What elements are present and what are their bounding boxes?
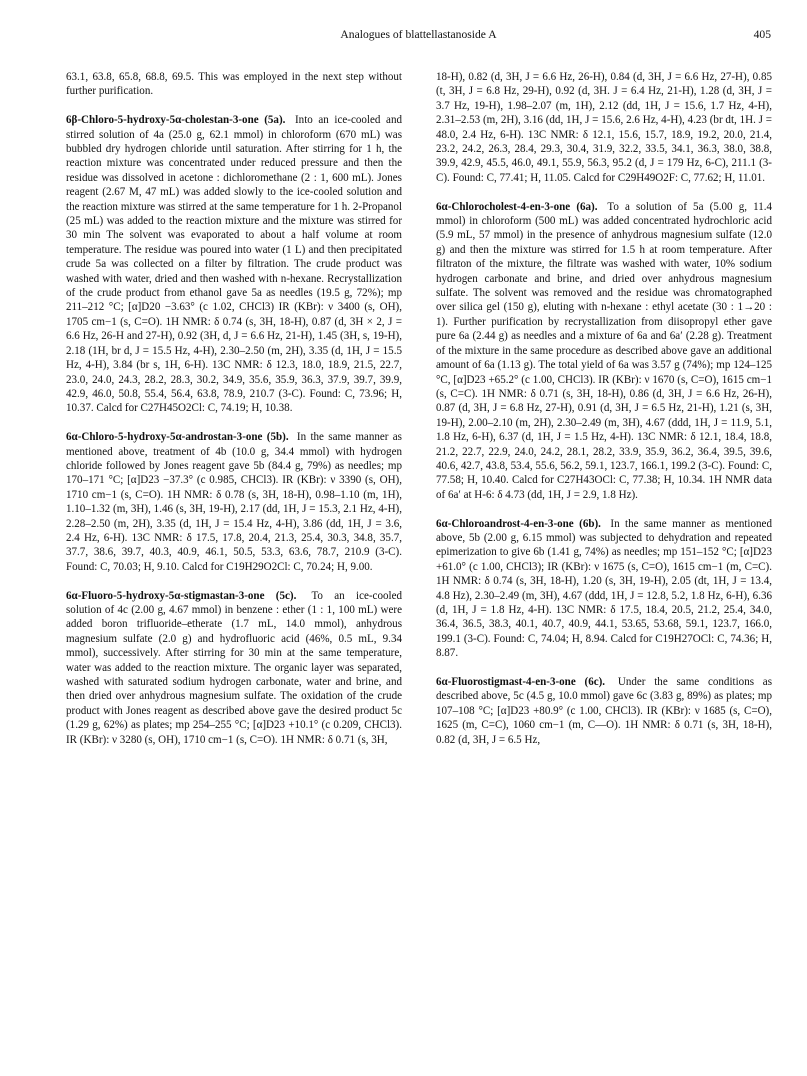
paragraph-text: In the same manner as mentioned above, treatment of 4b (10.0 g, 34.4 mmol) with hydrogen chloride followed by Jones reagent gave 5b (84.4 g, 79%) as needles; mp 170–171 °C; [α]D23 −37.3° (c 0.985, CHCl3). IR (KBr): ν 3390 (s, OH), 1710 cm−1 (s, C=O). 1H NMR: δ 0.78 (s, 3H, 18-H), 0.98–1.10 (m, 1H), 1.10–1.32 (m, 3H), 1.46 (s, 3H, 19-H), 2.17 (dd, 1H, J = 15.3, 2.1 Hz, 4-H), 2.28–2.50 (m, 2H), 3.35 (d, 1H, J = 15.4 Hz, 4-H), 3.86 (dd, 1H, J = 3.6, 2.4 Hz, 6-H). 13C NMR: δ 17.5, 17.8, 20.4, 21.3, 25.4, 30.3, 34.8, 35.7, 37.7, 38.6, 39.7, 40.3, 40.9, 46.1, 50.5, 53.3, 63.6, 78.7, 210.9 (3-C). Found: C, 70.03; H, 9.10. Calcd for C19H29O2Cl: C, 70.24; H, 9.00. xyxy=(66,431,402,573)
compound-heading: 6α-Chloro-5-hydroxy-5α-androstan-3-one (5b). xyxy=(66,431,289,444)
running-title: Analogues of blattellastanoside A xyxy=(340,28,497,41)
page-number: 405 xyxy=(753,28,771,41)
paragraph-text: Into an ice-cooled and stirred solution of 4a (25.0 g, 62.1 mmol) in chloroform (670 mL) was bubbled dry hydrogen chloride until saturation. After stirring for 1 h, the reaction mixture was concentrated under reduced pressure and then the residue was dissolved in acetone : dichloromethane (2 : 1, 600 mL). Jones reagent (2.67 M, 47 mL) was added slowly to the ice-cooled solution and the reaction mixture was stirred at the same temperature for 1 h. 2-Propanol (25 mL) was added to the reaction mixture and the mixture was stirred for 30 min The solvent was evaporated to about a half volume at room temperature. The residue was poured into water (1 L) and then precipitated crude 5a was collected on a filter by filtration. The crude product was washed with water, dried and then washed with n-hexane. Recrystallization of the crude product from ethanol gave 5a as needles (19.5 g, 72%); mp 211–212 °C; [α]D20 −3.63° (c 1.02, CHCl3) IR (KBr): ν 3400 (s, OH), 1705 cm−1 (s, C=O). 1H NMR: δ 0.74 (s, 3H, 18-H), 0.87 (d, 3H × 2, J = 6.6 Hz, 26-H and 27-H), 0.92 (3H, d, J = 6.6 Hz, 21-H), 1.45 (3H, s, 19-H), 2.18 (1H, br d, J = 15.5 Hz, 4-H), 2.30–2.50 (m, 2H), 3.35 (d, 1H, J = 15.5 Hz, 4-H), 3.84 (br s, 1H, 6-H). 13C NMR: δ 12.3, 18.0, 18.9, 21.5, 22.7, 23.0, 24.0, 24.3, 28.2, 28.3, 30.2, 34.9, 35.6, 35.9, 36.3, 37.9, 39.7, 39.9, 42.9, 46.0, 50.8, 55.4, 56.4, 63.8, 78.9, 210.7 (3-C). Found: C, 73.96; H, 10.37. Calcd for C27H45O2Cl: C, 74.19; H, 10.38. xyxy=(66,114,402,415)
page-header xyxy=(66,28,771,44)
compound-heading: 6α-Fluoro-5-hydroxy-5α-stigmastan-3-one (5c). xyxy=(66,589,297,602)
paragraph xyxy=(66,113,402,416)
paragraph-text: Under the same conditions as described above, 5c (4.5 g, 10.0 mmol) gave 6c (3.83 g, 89%) as plates; mp 107–108 °C; [α]D23 +80.9° (c 1.00, CHCl3). IR (KBr): ν 1685 (s, C=O), 1625 (m, C=C), 1060 cm−1 (m, C—O). 1H NMR: δ 0.71 (s, 3H, 18-H), 0.82 (d, 3H, J = 6.5 Hz, xyxy=(436,676,772,746)
paragraph-text: To a solution of 5a (5.00 g, 11.4 mmol) in chloroform (500 mL) was added concentrated hydrochloric acid (5.9 mL, 57 mmol) in the presence of anhydrous magnesium sulfate (12.0 g) and then the mixture was stirred for 1.5 h at room temperature. After filtraton of the mixture, the filtrate was washed with water, 10% sodium hydrogen carbonate and brine, and dried over anhydrous magnesium sulfate. The solvent was removed and the residue was chromatographed over silica gel (150 g), eluting with n-hexane : ethyl acetate (30 : 1→20 : 1). Further purification by recrystallization from diisopropyl ether gave pure 6a (2.44 g) as needles and a mixture of 6a and 6a′ (2.28 g). Treatment of the mixture in the same procedure as described above gave an additional amount of 6a (1.13 g). The total yield of 6a was 3.57 g (74%); mp 124–125 °C, [α]D23 +65.2° (c 1.00, CHCl3). IR (KBr): ν 1670 (s, C=O), 1615 cm−1 (s, C=C). 1H NMR: δ 0.71 (s, 3H, 18-H), 0.86 (d, 3H, J = 6.6 Hz, 26-H), 0.87 (d, 3H, J = 6.8 Hz, 27-H), 0.91 (d, 3H, J = 6.5 Hz, 21-H), 1.21 (s, 3H, 19-H), 2.00–2.10 (m, 2H), 2.30–2.49 (m, 3H), 4.67 (ddd, 1H, J = 11.9, 5.1, 1.8 Hz, 6-H), 6.37 (d, 1H, J = 1.5 Hz, 4-H). 13C NMR: δ 12.1, 18.4, 18.8, 21.2, 22.7, 22.9, 24.0, 24.2, 28.1, 28.2, 33.9, 35.9, 36.2, 36.4, 39.5, 39.6, 40.6, 42.7, 43.8, 53.4, 55.6, 56.2, 59.1, 123.7, 166.1, 199.2 (3-C). Found: C, 77.58; H, 10.40. Calcd for C27H43OCl: C, 77.38; H, 10.34. 1H NMR data of 6a′ at H-6: δ 4.73 (dd, 1H, J = 2.9, 1.8 Hz). xyxy=(436,200,773,501)
right-column xyxy=(436,70,772,761)
paragraph xyxy=(436,675,772,747)
left-column xyxy=(66,70,402,761)
paragraph xyxy=(436,70,772,185)
paragraph-text: To an ice-cooled solution of 4c (2.00 g, 4.67 mmol) in benzene : ether (1 : 1, 100 mL) were added boron trifluoride–etherate (1.7 mL, 14.0 mmol), anhydrous magnesium sulfate (2.0 g) and hydrofluoric acid (46%, 0.5 mL, 9.34 mmol), successively. After stirring for 30 min at the same temperature, water was added to the reaction mixture. The organic layer was separated, washed with saturated sodium hydrogen carbonate, water and brine, and then dried over anhydrous magnesium sulfate. The oxidation of the crude product with Jones reagent as described above gave the desired product 5c (1.29 g, 62%) as plates; mp 254–255 °C; [α]D23 +10.1° (c 0.209, CHCl3). IR (KBr): ν 3280 (s, OH), 1710 cm−1 (s, C=O). 1H NMR: δ 0.71 (s, 3H, xyxy=(66,589,402,746)
paragraph xyxy=(66,70,402,99)
paragraph-text: In the same manner as mentioned above, 5b (2.00 g, 6.15 mmol) was subjected to dehydration and repeated epimerization to give 6b (1.41 g, 74%) as needles; mp 151–152 °C; [α]D23 +61.0° (c 1.00, CHCl3); IR (KBr): ν 1675 (s, C=O), 1615 cm−1 (m, C=C). 1H NMR: δ 0.74 (s, 3H, 18-H), 1.20 (s, 3H, 19-H), 2.05 (dt, 1H, J = 13.4, 4.8 Hz), 2.30–2.49 (m, 3H), 4.67 (ddd, 1H, J = 12.8, 5.2, 1.8 Hz, 6-H), 6.36 (d, 1H, J = 1.8 Hz, 4-H). 13C NMR: δ 17.5, 18.4, 20.5, 21.2, 25.4, 34.0, 36.4, 36.5, 38.3, 40.1, 40.7, 40.9, 44.1, 53.65, 53.68, 59.1, 123.7, 166.0, 199.1 (3-C). Found: C, 74.04; H, 8.94. Calcd for C19H27OCl: C, 74.36; H, 8.87. xyxy=(436,517,772,660)
compound-heading: 6α-Chlorocholest-4-en-3-one (6a). xyxy=(436,200,598,213)
compound-heading: 6α-Fluorostigmast-4-en-3-one (6c). xyxy=(436,676,606,689)
paragraph-text: 63.1, 63.8, 65.8, 68.8, 69.5. This was employed in the next step without further purification. xyxy=(66,71,402,98)
paragraph xyxy=(436,517,772,661)
paragraph xyxy=(66,589,402,747)
paragraph-text: 18-H), 0.82 (d, 3H, J = 6.6 Hz, 26-H), 0.84 (d, 3H, J = 6.6 Hz, 27-H), 0.85 (t, 3H, J = 6.8 Hz, 29-H), 0.92 (d, 3H. J = 6.4 Hz, 21-H), 1.28 (d, 3H, J = 3.7 Hz, 19-H), 1.98–2.07 (m, 1H), 2.12 (dd, 1H, J = 15.6, 1.7 Hz, 4-H), 2.31–2.53 (m, 2H), 3.16 (dd, 1H, J = 15.6, 2.6 Hz, 4-H), 4.23 (br dt, 1H. J = 48.0, 2.4 Hz, 6-H). 13C NMR: δ 12.1, 15.6, 15.7, 18.9, 19.2, 20.0, 21.4, 23.2, 24.2, 26.3, 28.4, 29.3, 30.4, 31.9, 32.2, 33.5, 34.1, 36.3, 38.0, 38.8, 39.9, 42.9, 45.5, 46.0, 49.1, 55.9, 56.3, 95.2 (d, J = 179 Hz, 6-C), 211.1 (3-C). Found: C, 77.41; H, 11.05. Calcd for C29H49O2F: C, 77.62; H, 11.01. xyxy=(436,71,772,184)
compound-heading: 6α-Chloroandrost-4-en-3-one (6b). xyxy=(436,517,601,530)
paragraph xyxy=(436,200,772,503)
paragraph xyxy=(66,430,402,574)
compound-heading: 6β-Chloro-5-hydroxy-5α-cholestan-3-one (5a). xyxy=(66,114,286,127)
